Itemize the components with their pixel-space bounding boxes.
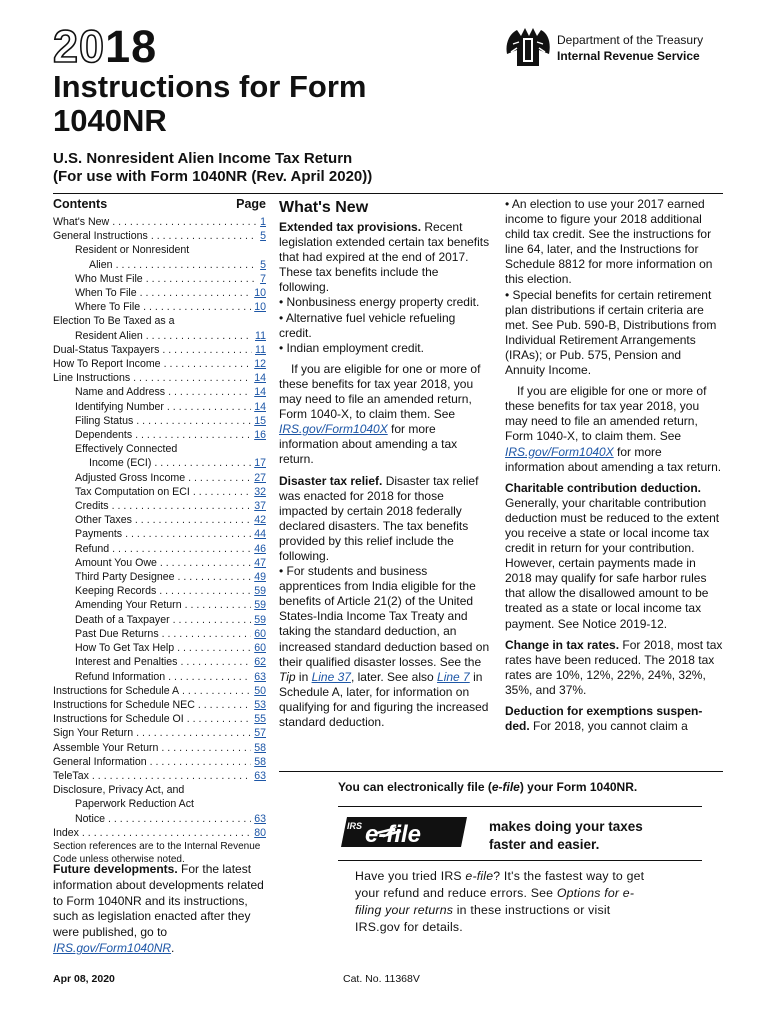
toc-item[interactable]: [53, 527, 266, 541]
department-label: Department of the Treasury Internal Revenue Service: [557, 33, 704, 63]
toc-leader-dots: [162, 343, 252, 357]
toc-leader-dots: [193, 485, 251, 499]
toc-item-label: Interest and Penalties: [75, 656, 178, 669]
toc-item-label: Paperwork Reduction Act: [75, 798, 194, 811]
toc-leader-dots: [177, 641, 251, 655]
toc-leader-dots: [180, 655, 251, 669]
bullet-students-india: • For students and business apprentices from India eligible for the benefits of Article 21(2) of the United States-India Income Tax Treaty and taking the standard deduction, an increased standard deduction based on their qualified disaster losses. See the Tip in Line 37, later. See also Line 7 in Schedule A, later, for information on qualifying for and figuring the increased standard deduction.: [279, 564, 490, 729]
toc-item[interactable]: [53, 641, 266, 655]
toc-item[interactable]: [53, 655, 266, 669]
toc-item[interactable]: [53, 400, 266, 414]
toc-item[interactable]: [53, 428, 266, 442]
toc-page-link[interactable]: 49: [254, 571, 266, 584]
toc-page-link[interactable]: 1: [260, 216, 266, 228]
bullet-election-2017: • An election to use your 2017 earned income to figure your 2018 additional child tax credit. See the instructions for line 64, later, and the Instructions for Schedule 8812 for more information on this election.: [505, 197, 713, 287]
toc-item-label: Keeping Records: [75, 585, 157, 598]
efile-tagline: makes doing your taxes faster and easier.: [489, 819, 643, 852]
toc-leader-dots: [173, 613, 252, 627]
toc-item[interactable]: [53, 229, 266, 243]
page-title: Instructions for Form 1040NR: [53, 69, 367, 138]
toc-page-link[interactable]: 46: [254, 542, 266, 555]
efile-body: Have you tried IRS e-file? It's the fastest way to get your refund and reduce errors. See Options for e-filing your returns in these instructions or visit IRS.gov for details.: [355, 869, 645, 934]
toc-page-link[interactable]: 12: [254, 358, 266, 371]
toc-page-link[interactable]: 32: [254, 485, 266, 498]
toc-leader-dots: [92, 769, 251, 783]
toc-item[interactable]: [53, 726, 266, 740]
toc-item-label: Notice: [75, 812, 106, 825]
toc-page-link[interactable]: 14: [254, 386, 266, 399]
toc-leader-dots: [168, 670, 251, 684]
irs-eagle-logo-icon: [503, 24, 553, 70]
toc-item-label: Where To File: [75, 301, 141, 314]
toc-leader-dots: [146, 329, 252, 343]
efile-mid-rule: [338, 806, 702, 807]
toc-item[interactable]: [53, 499, 266, 513]
footer-date: Apr 08, 2020: [53, 973, 115, 985]
toc-page-link[interactable]: 10: [254, 287, 266, 300]
toc-item[interactable]: [53, 471, 266, 485]
toc-item[interactable]: [53, 385, 266, 399]
toc-page-link[interactable]: 44: [254, 528, 266, 541]
charitable-contribution: Charitable contribution deduction. Generally, your charitable contribution deduction must be reduced to the extent you receive a state or local income tax credit in return for your contribution. However, certain payments made in 2018 may qualify for safe harbor rules that allow the disallowed amount to be treated as a state or local income tax payment. See Notice 2019-12.: [505, 480, 720, 631]
toc-item: [53, 797, 266, 811]
toc-leader-dots: [136, 726, 251, 740]
whats-new-column-continued: [505, 197, 723, 734]
toc-leader-dots: [116, 258, 258, 272]
toc-item[interactable]: [53, 542, 266, 556]
toc-item[interactable]: [53, 755, 266, 769]
toc-item-label: Dependents: [75, 429, 133, 442]
toc-page-link[interactable]: 7: [260, 272, 266, 285]
toc-item-label: Sign Your Return: [53, 727, 134, 740]
amend-paragraph-2: If you are eligible for one or more of these benefits for tax year 2018, you may need to file an amended return, Form 1040-X, to claim them. See IRS.gov/Form1040X for more information about amending a tax return.: [505, 384, 722, 474]
toc-leader-dots: [135, 513, 251, 527]
toc-leader-dots: [178, 570, 252, 584]
toc-item[interactable]: [53, 371, 266, 385]
toc-item-label: TeleTax: [53, 769, 89, 782]
toc-item-label: Identifying Number: [75, 400, 164, 413]
toc-item-label: Election To Be Taxed as a: [53, 315, 175, 328]
toc-item-label: Refund Information: [75, 670, 166, 683]
toc-item-label: Death of a Taxpayer: [75, 613, 170, 626]
future-developments: Future developments. For the latest information about developments related to Form 1040NR and its instructions, such as legislation enacted after they were published, go to IRS.gov/Form1040NR.: [53, 862, 264, 955]
toc-header: [53, 196, 266, 213]
toc-item-label: What's New: [53, 216, 110, 228]
toc-item-label: Who Must File: [75, 272, 143, 285]
toc-leader-dots: [143, 300, 251, 314]
header-rule: [53, 193, 723, 194]
toc-page-link[interactable]: 63: [254, 769, 266, 782]
toc-item-label: Disclosure, Privacy Act, and: [53, 784, 185, 797]
toc-item[interactable]: [53, 741, 266, 755]
toc-item: [53, 442, 266, 456]
toc-item[interactable]: [53, 300, 266, 314]
toc-item[interactable]: [53, 698, 266, 712]
form-year: 2018: [53, 21, 158, 72]
toc-page-link[interactable]: 53: [254, 698, 266, 711]
whats-new-heading: What's New: [279, 199, 369, 216]
toc-page-link[interactable]: 55: [254, 713, 266, 726]
toc-item[interactable]: [53, 769, 266, 783]
toc-item[interactable]: [53, 272, 266, 286]
toc-item[interactable]: [53, 570, 266, 584]
toc-page-link[interactable]: 42: [254, 514, 266, 527]
toc-item-label: Resident or Nonresident: [75, 244, 190, 257]
table-of-contents: [53, 196, 266, 866]
toc-item[interactable]: [53, 485, 266, 499]
toc-leader-dots: [185, 598, 252, 612]
toc-leader-dots: [160, 556, 251, 570]
catalog-number: Cat. No. 11368V: [343, 973, 420, 985]
toc-item: [53, 243, 266, 257]
toc-leader-dots: [133, 371, 251, 385]
toc-leader-dots: [112, 215, 257, 229]
toc-page-link[interactable]: 63: [254, 812, 266, 825]
toc-page-link[interactable]: 59: [254, 585, 266, 598]
toc-page-link[interactable]: 80: [254, 826, 266, 839]
toc-item[interactable]: [53, 670, 266, 684]
toc-item-label: Tax Computation on ECI: [75, 485, 190, 498]
toc-item[interactable]: [53, 826, 266, 840]
toc-page-heading: Page: [236, 197, 266, 211]
toc-leader-dots: [164, 357, 252, 371]
toc-item: [53, 314, 266, 328]
toc-item-label: How To Get Tax Help: [75, 642, 175, 655]
toc-item[interactable]: [53, 286, 266, 300]
toc-page-link[interactable]: 37: [254, 500, 266, 513]
efile-logo-icon: [341, 815, 469, 849]
efile-lower-rule: [338, 860, 702, 861]
disaster-relief: Disaster tax relief. Disaster tax relief was enacted for 2018 for those impacted by certain 2018 federally declared disasters. The tax benefits provided by this relief include the following.: [279, 473, 479, 563]
toc-item-label: Resident Alien: [75, 329, 143, 342]
toc-item-label: Instructions for Schedule NEC: [53, 698, 195, 711]
toc-list: [53, 215, 266, 840]
toc-leader-dots: [151, 229, 257, 243]
toc-leader-dots: [168, 385, 251, 399]
toc-leader-dots: [82, 826, 251, 840]
form1040nr-link[interactable]: IRS.gov/Form1040NR: [53, 940, 172, 955]
toc-item[interactable]: [53, 456, 266, 470]
toc-leader-dots: [167, 400, 251, 414]
toc-page-link[interactable]: 5: [260, 230, 266, 243]
line7-link[interactable]: Line 7: [437, 669, 470, 684]
toc-page-link[interactable]: 59: [254, 599, 266, 612]
toc-item[interactable]: [53, 584, 266, 598]
bullet-indian-employment: • Indian employment credit.: [279, 340, 424, 355]
extended-provisions: Extended tax provisions. Recent legislation extended certain tax benefits that had expired at the end of 2017. These tax benefits include the following.: [279, 220, 490, 295]
bullet-alt-fuel: • Alternative fuel vehicle refueling credit.: [279, 310, 456, 340]
page-subtitle: U.S. Nonresident Alien Income Tax Return (For use with Form 1040NR (Rev. April 2020)): [53, 150, 373, 185]
toc-item[interactable]: [53, 684, 266, 698]
toc-leader-dots: [187, 712, 251, 726]
toc-item-label: Instructions for Schedule OI: [53, 713, 184, 726]
toc-page-link[interactable]: 11: [255, 343, 266, 356]
toc-item-label: Amending Your Return: [75, 599, 182, 612]
toc-page-link[interactable]: 5: [260, 258, 266, 271]
toc-item[interactable]: [53, 215, 266, 229]
toc-leader-dots: [136, 414, 251, 428]
exemptions-suspended: Deduction for exemptions suspen-ded. For 2018, you cannot claim a: [505, 704, 703, 734]
toc-item[interactable]: [53, 258, 266, 272]
svg-text:IRS: IRS: [347, 821, 363, 831]
efile-top-rule: [279, 771, 723, 772]
toc-item: [53, 783, 266, 797]
toc-item-label: Line Instructions: [53, 372, 131, 385]
toc-item-label: When To File: [75, 287, 137, 300]
toc-page-link[interactable]: 57: [254, 727, 266, 740]
toc-item-label: Refund: [75, 542, 110, 555]
toc-page-link[interactable]: 58: [254, 741, 266, 754]
toc-page-link[interactable]: 17: [254, 457, 266, 470]
toc-page-link[interactable]: 15: [254, 414, 266, 427]
toc-page-link[interactable]: 16: [254, 429, 266, 442]
toc-item[interactable]: [53, 556, 266, 570]
toc-leader-dots: [150, 755, 252, 769]
toc-item-label: Name and Address: [75, 386, 166, 399]
toc-item[interactable]: [53, 414, 266, 428]
toc-item-label: Index: [53, 826, 79, 839]
toc-item-label: How To Report Income: [53, 358, 161, 371]
toc-page-link[interactable]: 58: [254, 755, 266, 768]
toc-item[interactable]: [53, 513, 266, 527]
svg-text:e-file: e-file: [365, 821, 422, 848]
toc-item-label: Instructions for Schedule A: [53, 684, 180, 697]
toc-leader-dots: [112, 542, 251, 556]
toc-page-link[interactable]: 50: [254, 684, 266, 697]
bullet-retirement: • Special benefits for certain retirement plan distributions if certain criteria are met. See Pub. 590-B, Distributions from Individual Retirement Arrangements (IRAs); or Pub. 575, Pension and Annuity Income.: [505, 287, 717, 378]
toc-item[interactable]: [53, 627, 266, 641]
form1040x-link[interactable]: IRS.gov/Form1040X: [279, 422, 388, 437]
toc-leader-dots: [198, 698, 251, 712]
toc-item-label: Filing Status: [75, 414, 134, 427]
whats-new-column: [279, 197, 490, 730]
toc-page-link[interactable]: 27: [254, 471, 266, 484]
toc-page-link[interactable]: 10: [254, 301, 266, 314]
toc-item-label: General Instructions: [53, 230, 148, 243]
toc-item-label: Alien: [89, 258, 113, 271]
toc-item-label: Third Party Designee: [75, 571, 175, 584]
toc-item-label: Payments: [75, 528, 123, 541]
toc-leader-dots: [188, 471, 251, 485]
toc-item-label: Other Taxes: [75, 514, 132, 527]
amend-paragraph: If you are eligible for one or more of these benefits for tax year 2018, you may need to file an amended return, Form 1040-X, to claim them. See IRS.gov/Form1040X for more information about amending a tax return.: [279, 361, 481, 467]
toc-leader-dots: [162, 627, 252, 641]
toc-page-link[interactable]: 14: [254, 400, 266, 413]
form1040x-link-2[interactable]: IRS.gov/Form1040X: [505, 444, 614, 459]
toc-item[interactable]: [53, 712, 266, 726]
tax-rates: Change in tax rates. For 2018, most tax rates have been reduced. The 2018 tax rates are 10%, 12%, 22%, 24%, 32%, 35%, and 37%.: [505, 637, 723, 697]
toc-page-link[interactable]: 60: [254, 627, 266, 640]
toc-item[interactable]: [53, 329, 266, 343]
toc-page-link[interactable]: 62: [254, 656, 266, 669]
toc-item-label: Effectively Connected: [75, 443, 178, 456]
toc-item[interactable]: [53, 613, 266, 627]
toc-heading: Contents: [53, 197, 108, 211]
toc-page-link[interactable]: 63: [254, 670, 266, 683]
toc-leader-dots: [112, 499, 252, 513]
toc-leader-dots: [125, 527, 251, 541]
toc-note: Section references are to the Internal Revenue Code unless otherwise noted.: [53, 840, 261, 865]
toc-leader-dots: [182, 684, 251, 698]
toc-item-label: Income (ECI): [89, 457, 152, 470]
toc-item-label: Credits: [75, 500, 109, 513]
toc-page-link[interactable]: 14: [254, 372, 266, 385]
bullet-nonbusiness-energy: • Nonbusiness energy property credit.: [279, 295, 480, 310]
toc-page-link[interactable]: 59: [254, 613, 266, 626]
toc-leader-dots: [161, 741, 251, 755]
efile-headline: You can electronically file (e-file) your Form 1040NR.: [338, 780, 638, 794]
toc-item-label: Adjusted Gross Income: [75, 471, 186, 484]
toc-item[interactable]: [53, 812, 266, 826]
toc-item-label: Amount You Owe: [75, 556, 157, 569]
toc-item[interactable]: [53, 343, 266, 357]
toc-item-label: Assemble Your Return: [53, 741, 159, 754]
toc-item[interactable]: [53, 357, 266, 371]
toc-item-label: Dual-Status Taxpayers: [53, 343, 160, 356]
toc-leader-dots: [108, 812, 251, 826]
toc-leader-dots: [140, 286, 252, 300]
toc-leader-dots: [146, 272, 257, 286]
toc-page-link[interactable]: 47: [254, 556, 266, 569]
toc-item-label: General Information: [53, 755, 147, 768]
toc-item[interactable]: [53, 598, 266, 612]
toc-leader-dots: [154, 456, 251, 470]
line37-link[interactable]: Line 37: [311, 669, 351, 684]
toc-page-link[interactable]: 60: [254, 642, 266, 655]
toc-leader-dots: [135, 428, 251, 442]
toc-item-label: Past Due Returns: [75, 627, 159, 640]
toc-leader-dots: [159, 584, 251, 598]
toc-page-link[interactable]: 11: [255, 329, 266, 342]
